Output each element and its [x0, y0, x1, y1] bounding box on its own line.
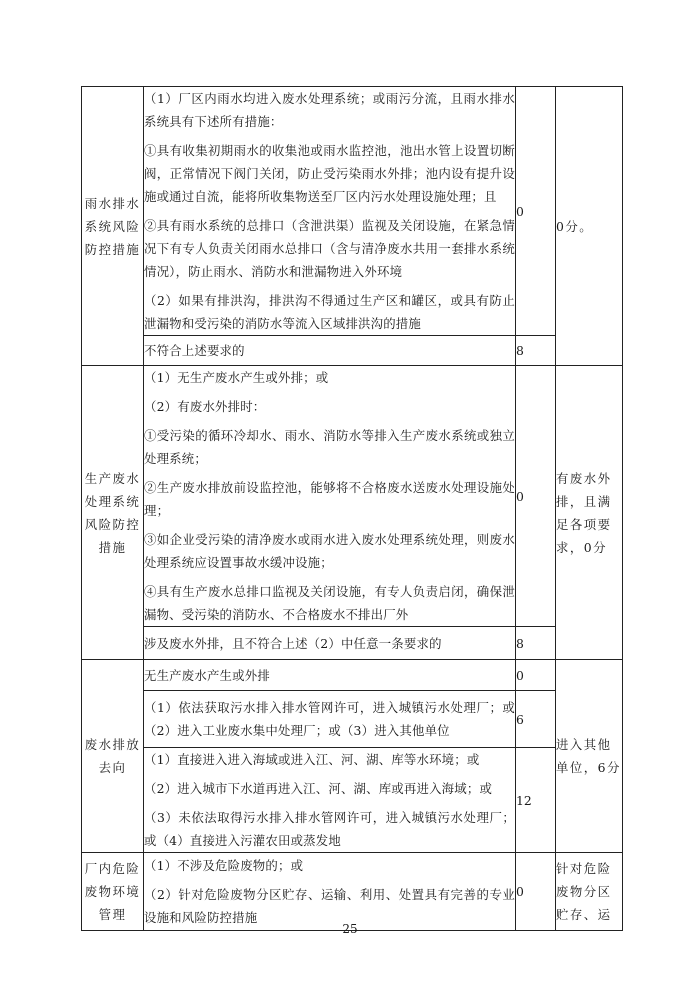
score-cell: 12	[516, 748, 556, 853]
criteria-paragraph: ①受污染的循环冷却水、雨水、消防水等排入生产废水系统或独立处理系统；	[144, 428, 515, 466]
criteria-paragraph: （2）有废水外排时：	[144, 399, 266, 414]
table-row	[82, 336, 623, 366]
table-row	[82, 691, 623, 748]
table-row	[82, 87, 623, 336]
category-cell: 废水排放去向	[82, 660, 144, 853]
criteria-paragraph: （3）未依法取得污水排入排水管网许可，进入城镇污水处理厂；或（4）直接进入污灌农田或蒸发地	[144, 810, 515, 848]
assessment-note-cell: 0分。	[556, 87, 623, 366]
table-row	[82, 366, 623, 627]
table-row	[82, 748, 623, 853]
criteria-paragraph: （1）厂区内雨水均进入废水处理系统；或雨污分流，且雨水排水系统具有下述所有措施：	[144, 91, 515, 129]
score-cell: 0	[516, 660, 556, 691]
criteria-cell	[144, 366, 516, 627]
score-cell: 8	[516, 627, 556, 660]
criteria-cell	[144, 87, 516, 336]
criteria-paragraph: ②生产废水排放前设监控池，能够将不合格废水送废水处理设施处理；	[144, 480, 515, 518]
criteria-paragraph: ②具有雨水系统的总排口（含泄洪渠）监视及关闭设施，在紧急情况下有专人负责关闭雨水总排口（含与清净废水共用一套排水系统情况），防止雨水、消防水和泄漏物进入外环境	[144, 218, 515, 279]
criteria-paragraph: （1）依法获取污水排入排水管网许可，进入城镇污水处理厂；或（2）进入工业废水集中处理厂；或（3）进入其他单位	[144, 700, 515, 738]
score-cell: 0	[516, 853, 556, 931]
assessment-note-cell: 进入其他单位，6分	[556, 660, 623, 853]
risk-assessment-table	[81, 86, 623, 931]
criteria-paragraph: （1）直接进入进入海域或进入江、河、湖、库等水环境；或	[144, 752, 480, 767]
score-cell: 6	[516, 691, 556, 748]
assessment-note-cell: 针对危险废物分区贮存、运	[556, 853, 623, 931]
table-row	[82, 853, 623, 931]
criteria-cell	[144, 691, 516, 748]
criteria-paragraph: 不符合上述要求的	[144, 343, 245, 358]
criteria-paragraph: ④具有生产废水总排口监视及关闭设施，有专人负责启闭，确保泄漏物、受污染的消防水、不合格废水不排出厂外	[144, 584, 515, 622]
score-cell: 0	[516, 366, 556, 627]
criteria-paragraph: （1）不涉及危险废物的；或	[144, 858, 304, 873]
assessment-note-cell: 有废水外排，且满足各项要求，0分	[556, 366, 623, 660]
category-cell: 生产废水处理系统风险防控措施	[82, 366, 144, 660]
criteria-cell	[144, 748, 516, 853]
criteria-paragraph: （2）针对危险废物分区贮存、运输、利用、处置具有完善的专业设施和风险防控措施	[144, 887, 515, 925]
table-row	[82, 660, 623, 691]
score-cell: 0	[516, 87, 556, 336]
page-number: 25	[342, 922, 358, 936]
criteria-paragraph: （1）无生产废水产生或外排；或	[144, 370, 329, 385]
criteria-cell	[144, 853, 516, 931]
criteria-paragraph: 无生产废水产生或外排	[144, 667, 270, 683]
criteria-cell	[144, 660, 516, 691]
criteria-cell	[144, 627, 516, 660]
score-cell: 8	[516, 336, 556, 366]
criteria-paragraph: 涉及废水外排，且不符合上述（2）中任意一条要求的	[144, 635, 442, 651]
criteria-paragraph: ①具有收集初期雨水的收集池或雨水监控池，池出水管上设置切断阀，正常情况下阀门关闭，防止受污染雨水外排；池内设有提升设施或通过自流，能将所收集物送至厂区内污水处理设施处理；且	[144, 143, 515, 204]
table-row	[82, 627, 623, 660]
category-cell: 雨水排水系统风险防控措施	[82, 87, 144, 366]
criteria-cell	[144, 336, 516, 366]
category-cell: 厂内危险废物环境管理	[82, 853, 144, 931]
criteria-paragraph: ③如企业受污染的清净废水或雨水进入废水处理系统处理，则废水处理系统应设置事故水缓冲设施；	[144, 532, 515, 570]
criteria-paragraph: （2）进入城市下水道再进入江、河、湖、库或再进入海域；或	[144, 781, 493, 796]
criteria-paragraph: （2）如果有排洪沟，排洪沟不得通过生产区和罐区，或具有防止泄漏物和受污染的消防水等流入区域排洪沟的措施	[144, 293, 515, 331]
